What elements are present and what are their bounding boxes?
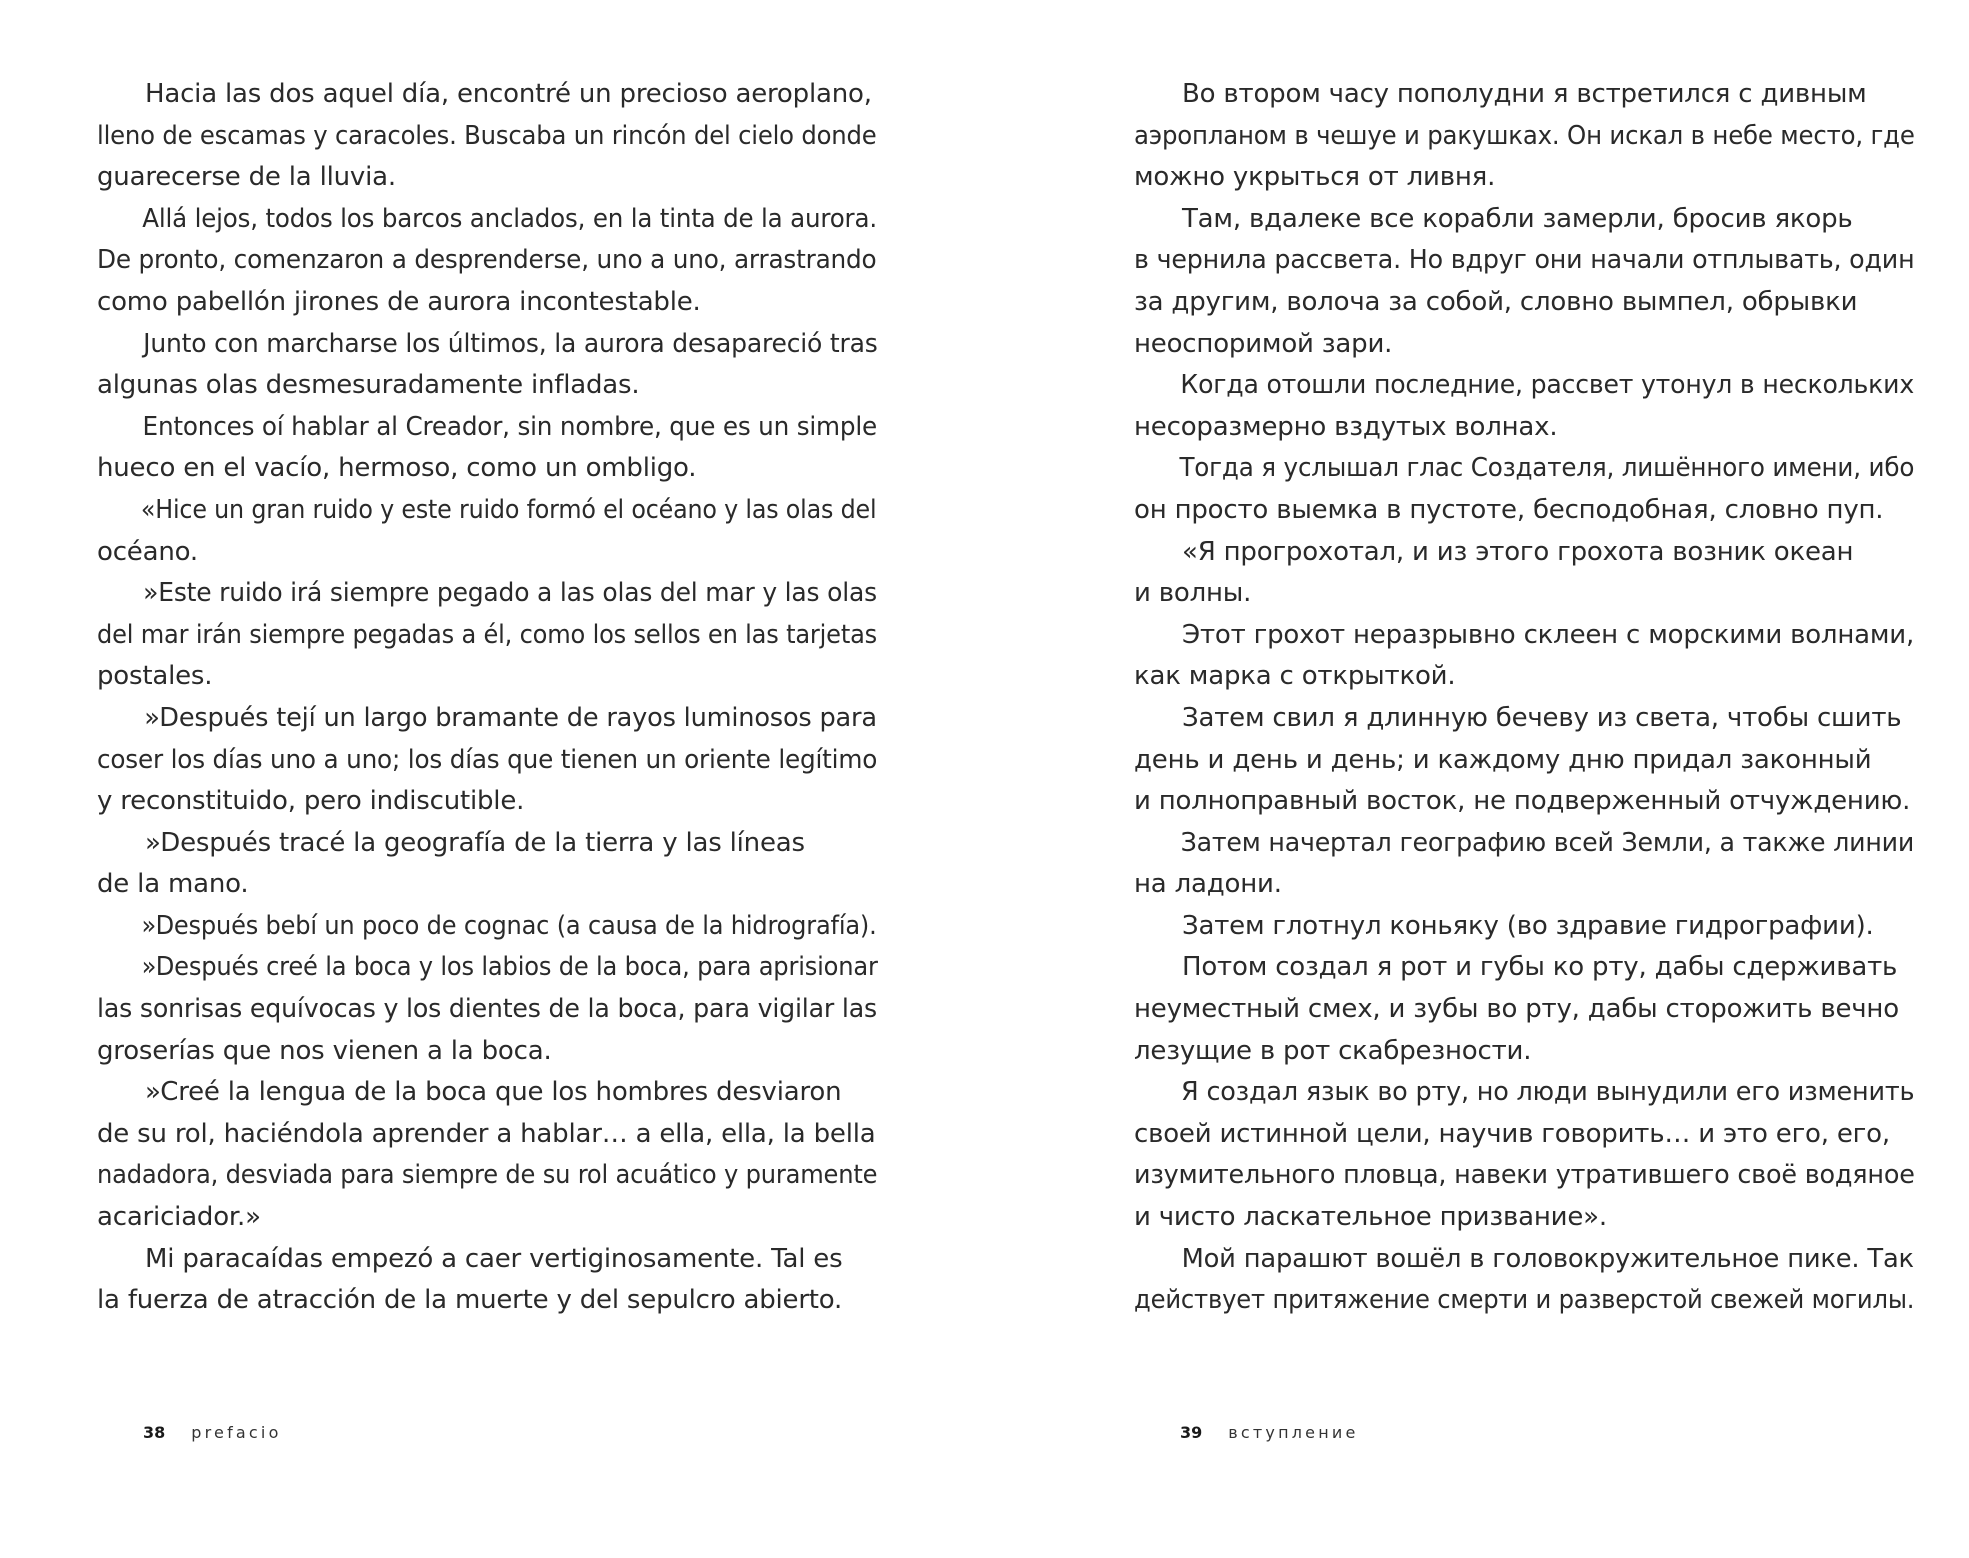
text-line: nadadora, desviada para siempre de su rol acuático y puramente	[97, 1160, 878, 1191]
text-line: groserías que nos vienen a la boca.	[97, 1035, 552, 1066]
text-line: »Este ruido irá siempre pegado a las olas del mar y las olas	[143, 578, 877, 609]
text-line: postales.	[97, 661, 213, 692]
text-line: лезущие в рот скабрезности.	[1134, 1035, 1532, 1066]
text-line: lleno de escamas y caracoles. Buscaba un rincón del cielo donde	[97, 120, 877, 151]
text-line: »Creé la lengua de la boca que los hombres desviaron	[145, 1077, 842, 1108]
text-line: как марка с открыткой.	[1134, 661, 1456, 692]
text-line: на ладони.	[1134, 869, 1282, 900]
text-line: Тогда я услышал глас Создателя, лишённого имени, ибо	[1179, 453, 1915, 484]
text-line: «Hice un gran ruido y este ruido formó el océano y las olas del	[140, 494, 877, 525]
text-line: он просто выемка в пустоте, бесподобная, словно пуп.	[1134, 494, 1884, 525]
text-line: la fuerza de atracción de la muerte y del sepulcro abierto.	[97, 1285, 843, 1316]
right-page-text	[1134, 74, 1969, 1322]
text-line: hueco en el vacío, hermoso, como un ombligo.	[97, 453, 697, 484]
text-line: и волны.	[1134, 578, 1252, 609]
text-line: Junto con marcharse los últimos, la aurora desapareció tras	[143, 328, 878, 359]
text-line: неоспоримой зари.	[1134, 328, 1393, 359]
left-page-footer	[143, 1423, 282, 1443]
text-line: в чернила рассвета. Но вдруг они начали отплывать, один	[1134, 245, 1915, 276]
text-line: »Después tracé la geografía de la tierra y las líneas	[145, 827, 805, 858]
text-line: Я создал язык во рту, но люди вынудили его изменить	[1181, 1077, 1915, 1108]
text-line: Там, вдалеке все корабли замерли, бросив якорь	[1182, 203, 1853, 234]
text-line: Entonces oí hablar al Creador, sin nombre, que es un simple	[142, 411, 878, 442]
text-line: coser los días uno a uno; los días que tienen un oriente legítimo	[97, 744, 878, 775]
text-line: за другим, волоча за собой, словно вымпел, обрывки	[1134, 286, 1858, 317]
text-line: Этот грохот неразрывно склеен с морскими волнами,	[1182, 619, 1915, 650]
text-line: »Después creé la boca y los labios de la boca, para aprisionar	[141, 952, 878, 983]
text-line: acariciador.»	[97, 1202, 261, 1233]
text-line: день и день и день; и каждому дню придал законный	[1134, 744, 1872, 775]
text-line: Потом создал я рот и губы ко рту, дабы сдерживать	[1182, 952, 1898, 983]
right-page-footer	[1180, 1423, 1359, 1443]
text-line: como pabellón jirones de aurora incontestable.	[97, 286, 701, 317]
text-line: y reconstituido, pero indiscutible.	[97, 786, 525, 817]
page-number: 39	[1180, 1423, 1203, 1442]
text-line: »Después tejí un largo bramante de rayos luminosos para	[144, 702, 877, 733]
text-line: Allá lejos, todos los barcos anclados, en la tinta de la aurora.	[142, 203, 877, 234]
text-line: аэропланом в чешуе и ракушках. Он искал в небе место, где	[1134, 120, 1915, 151]
left-page-text	[97, 74, 949, 1322]
text-line: océano.	[97, 536, 198, 567]
text-line: изумительного пловца, навеки утратившего своё водяное	[1134, 1160, 1915, 1191]
text-line: Hacia las dos aquel día, encontré un precioso aeroplano,	[145, 79, 872, 109]
text-line: и чисто ласкательное призвание».	[1134, 1202, 1607, 1233]
text-line: Когда отошли последние, рассвет утонул в нескольких	[1180, 370, 1915, 401]
right-page	[985, 0, 1969, 1558]
text-line: Затем глотнул коньяку (во здравие гидрографии).	[1182, 910, 1874, 941]
text-line: неуместный смех, и зубы во рту, дабы сторожить вечно	[1134, 994, 1899, 1025]
page-number: 38	[143, 1423, 166, 1442]
text-line: las sonrisas equívocas y los dientes de la boca, para vigilar las	[97, 994, 877, 1025]
text-line: своей истинной цели, научив говорить… и это его, его,	[1134, 1118, 1890, 1149]
text-line: de su rol, haciéndola aprender a hablar… a ella, ella, la bella	[97, 1118, 876, 1149]
text-line: algunas olas desmesuradamente infladas.	[97, 370, 640, 401]
text-line: можно укрыться от ливня.	[1134, 162, 1496, 193]
text-line: Во втором часу пополудни я встретился с дивным	[1182, 79, 1867, 109]
text-line: «Я прогрохотал, и из этого грохота возник океан	[1182, 536, 1854, 567]
text-line: »Después bebí un poco de cognac (a causa de la hidrografía).	[141, 910, 877, 941]
text-line: de la mano.	[97, 869, 249, 900]
text-line: Mi paracaídas empezó a caer vertiginosamente. Tal es	[145, 1243, 843, 1274]
text-line: Мой парашют вошёл в головокружительное пике. Так	[1181, 1243, 1914, 1274]
text-line: Затем начертал географию всей Земли, а также линии	[1180, 827, 1915, 858]
running-head: prefacio	[191, 1423, 282, 1442]
text-line: del mar irán siempre pegadas a él, como los sellos en las tarjetas	[97, 619, 878, 650]
text-line: De pronto, comenzaron a desprenderse, uno a uno, arrastrando	[97, 245, 877, 276]
text-line: действует притяжение смерти и разверстой свежей могилы.	[1134, 1285, 1915, 1316]
text-line: Затем свил я длинную бечеву из света, чтобы сшить	[1182, 702, 1902, 733]
text-line: guarecerse de la lluvia.	[97, 162, 396, 193]
text-line: несоразмерно вздутых волнах.	[1134, 411, 1558, 442]
text-line: и полноправный восток, не подверженный отчуждению.	[1134, 786, 1911, 817]
running-head: вступление	[1228, 1423, 1359, 1442]
